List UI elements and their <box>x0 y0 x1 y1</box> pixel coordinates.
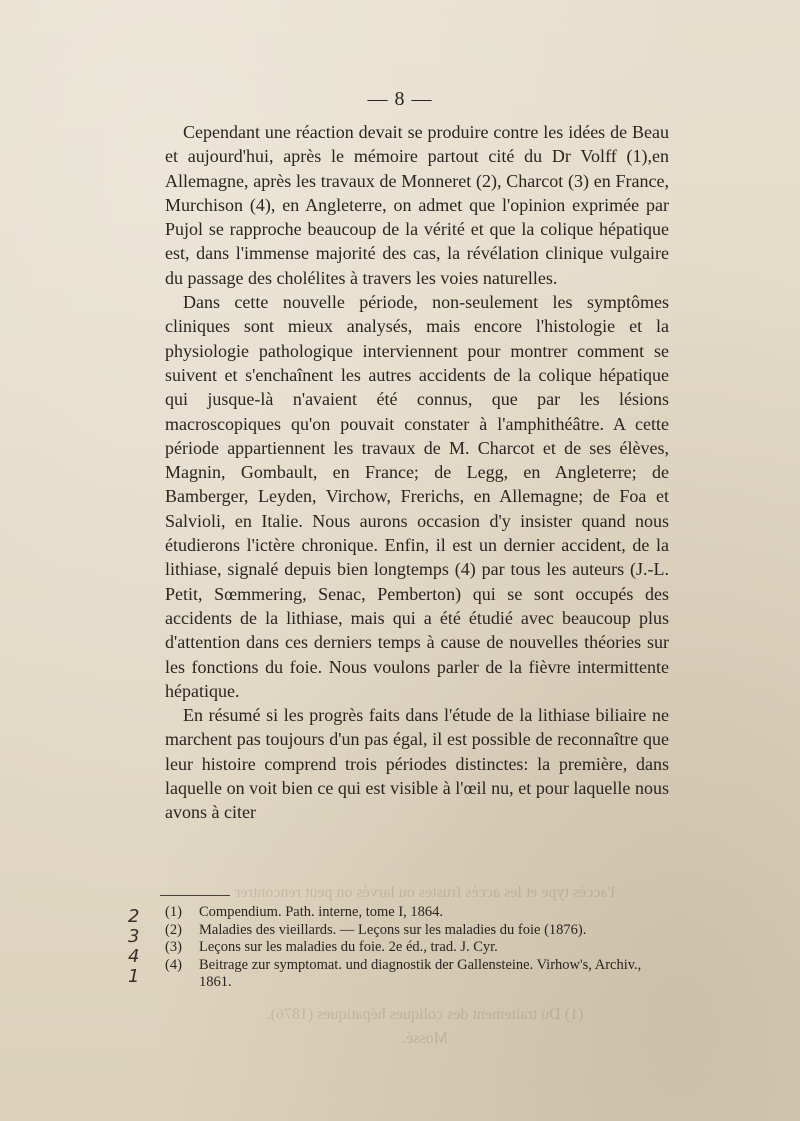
footnote-4 <box>165 957 673 992</box>
footnote-1 <box>165 904 673 922</box>
footnote-number: (3) <box>165 939 182 955</box>
footnote-text: Beitrage zur symptomat. und diagnostik der Gallensteine. Virhow's, Archiv., 1861. <box>199 956 642 990</box>
bleed-through-line-3: Mossé. <box>402 1030 448 1047</box>
paragraph-3: En résumé si les progrès faits dans l'étude de la lithiase biliaire ne marchent pas toujours d'un pas égal, il est possible de reconnaître que leur histoire comprend trois périodes distinctes: la première, dans laquelle on voit bien ce qui est visible à l'œil nu, et pour laquelle nous avons à citer <box>165 705 669 823</box>
handwritten-mark-2: 3 <box>128 926 140 947</box>
handwritten-mark-3: 4 <box>128 946 140 967</box>
bleed-through-line-1: l'accès type et les accès frustes ou larvés on peut rencontrer <box>235 884 615 901</box>
footnote-text: Compendium. Path. interne, tome I, 1864. <box>199 904 444 920</box>
footnote-text: Maladies des vieillards. — Leçons sur les maladies du foie (1876). <box>199 921 587 938</box>
footnote-3 <box>165 939 673 957</box>
footnote-number: (1) <box>165 904 182 920</box>
page-number: — 8 — <box>367 88 433 110</box>
footnotes <box>165 904 673 992</box>
footnote-text: Leçons sur les maladies du foie. 2e éd., trad. J. Cyr. <box>199 939 498 955</box>
paragraph-1: Cependant une réaction devait se produire contre les idées de Beau et aujourd'hui, après le mémoire partout cité du Dr Volff (1),en Allemagne, après les travaux de Monneret (2), Charcot (3) en France, Murchison (4), en Angleterre, on admet que l'opinion exprimée par Pujol se rapproche beaucoup de la vérité et que la colique hépatique est, dans l'immense majorité des cas, la révélation clinique vulgaire du passage des cholélites à travers les voies naturelles. <box>165 122 669 288</box>
main-text <box>165 120 669 825</box>
footnote-separator <box>160 895 230 896</box>
handwritten-mark-4: 1 <box>128 966 140 987</box>
bleed-through-line-2: (1) Du traitement des coliques hépatiques (1876). <box>266 1006 584 1023</box>
footnote-number: (4) <box>165 956 182 973</box>
footnote-2 <box>165 922 673 940</box>
paragraph-2: Dans cette nouvelle période, non-seulement les symptômes cliniques sont mieux analysés, mais encore l'histologie et la physiologie pathologique interviennent pour montrer comment se suivent et s'enchaînent les autres accidents de la colique hépatique qui jusque-là n'avaient été connus, que par les lésions macroscopiques qu'on pouvait constater à l'amphithéâtre. A cette période appartiennent les travaux de M. Charcot et de ses élèves, Magnin, Gombault, en France; de Legg, en Angleterre; de Bamberger, Leyden, Virchow, Frerichs, en Allemagne; de Foa et Salvioli, en Italie. Nous aurons occasion d'y insister quand nous étudierons l'ictère chronique. Enfin, il est un dernier accident, de la lithiase, signalé depuis bien longtemps (4) par tous les auteurs (J.-L. Petit, Sœmmering, Senac, Pemberton) qui se sont occupés des accidents de la lithiase, mais qui a été étudié avec beaucoup plus d'attention dans ces derniers temps à cause de nouvelles théories sur les fonctions du foie. Nous voulons parler de la fièvre intermittente hépatique. <box>165 292 669 701</box>
footnote-number: (2) <box>165 921 182 938</box>
handwritten-mark-1: 2 <box>128 906 140 927</box>
